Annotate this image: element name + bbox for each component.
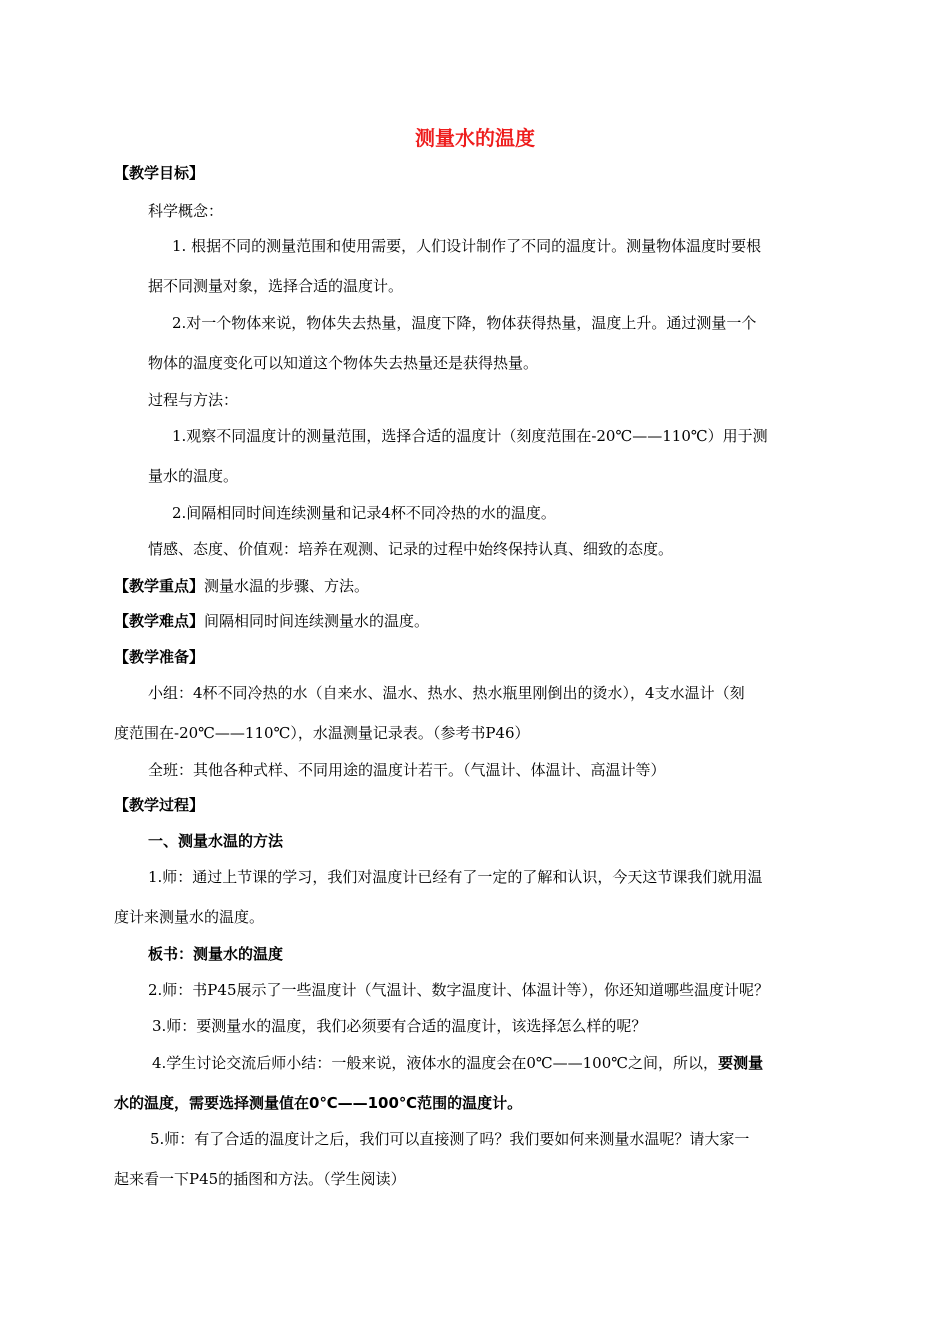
subsection-heading: 一、测量水温的方法 — [148, 832, 284, 850]
summary-text: 4.学生讨论交流后师小结：一般来说，液体水的温度会在0℃——100℃之间，所以， — [152, 1054, 719, 1072]
paragraph-line: 3.师：要测量水的温度，我们必须要有合适的温度计，该选择怎么样的呢？ — [152, 1017, 647, 1035]
summary-line — [152, 1053, 763, 1073]
paragraph-line: 2.师：书P45展示了一些温度计（气温计、数字温度计、体温计等），你还知道哪些温度计呢？ — [148, 981, 769, 999]
summary-emphasis: 要测量 — [718, 1054, 764, 1072]
blackboard-note: 板书：测量水的温度 — [148, 945, 284, 963]
section-heading-difficulties: 【教学难点】 — [114, 612, 205, 630]
subheading-process-methods: 过程与方法： — [148, 391, 239, 409]
paragraph-line: 1. 根据不同的测量范围和使用需要，人们设计制作了不同的温度计。测量物体温度时要根 — [172, 237, 762, 255]
paragraph-line: 1.观察不同温度计的测量范围，选择合适的温度计（刻度范围在-20℃——110℃）用于测 — [172, 427, 768, 445]
document-title: 测量水的温度 — [415, 126, 535, 150]
paragraph-line: 物体的温度变化可以知道这个物体失去热量还是获得热量。 — [148, 354, 539, 372]
difficulties-line — [114, 611, 429, 631]
key-points-text: 测量水温的步骤、方法。 — [204, 577, 370, 595]
paragraph-line: 度计来测量水的温度。 — [114, 908, 265, 926]
difficulties-text: 间隔相同时间连续测量水的温度。 — [204, 612, 430, 630]
section-heading-preparation: 【教学准备】 — [114, 648, 205, 666]
paragraph-line: 量水的温度。 — [148, 467, 239, 485]
paragraph-line: 1.师：通过上节课的学习，我们对温度计已经有了一定的了解和认识，今天这节课我们就用温 — [148, 868, 763, 886]
section-heading-objectives: 【教学目标】 — [114, 164, 205, 182]
paragraph-line: 小组：4杯不同冷热的水（自来水、温水、热水、热水瓶里刚倒出的烫水），4支水温计（刻 — [148, 684, 745, 702]
paragraph-line: 2.对一个物体来说，物体失去热量，温度下降，物体获得热量，温度上升。通过测量一个 — [172, 314, 757, 332]
section-heading-key-points: 【教学重点】 — [114, 577, 205, 595]
paragraph-line: 全班：其他各种式样、不同用途的温度计若干。（气温计、体温计、高温计等） — [148, 761, 666, 779]
paragraph-line: 度范围在-20℃——110℃），水温测量记录表。（参考书P46） — [114, 724, 530, 742]
summary-emphasis-continued: 水的温度，需要选择测量值在0℃——100℃范围的温度计。 — [114, 1094, 523, 1112]
paragraph-line: 据不同测量对象，选择合适的温度计。 — [148, 277, 404, 295]
paragraph-line: 起来看一下P45的插图和方法。（学生阅读） — [114, 1170, 406, 1188]
paragraph-line: 5.师：有了合适的温度计之后，我们可以直接测了吗？我们要如何来测量水温呢？请大家一 — [150, 1130, 750, 1148]
section-heading-process: 【教学过程】 — [114, 796, 205, 814]
paragraph-line: 2.间隔相同时间连续测量和记录4杯不同冷热的水的温度。 — [172, 504, 556, 522]
key-points-line — [114, 576, 369, 596]
subheading-science-concepts: 科学概念： — [148, 202, 224, 220]
paragraph-line: 情感、态度、价值观：培养在观测、记录的过程中始终保持认真、细致的态度。 — [148, 540, 674, 558]
